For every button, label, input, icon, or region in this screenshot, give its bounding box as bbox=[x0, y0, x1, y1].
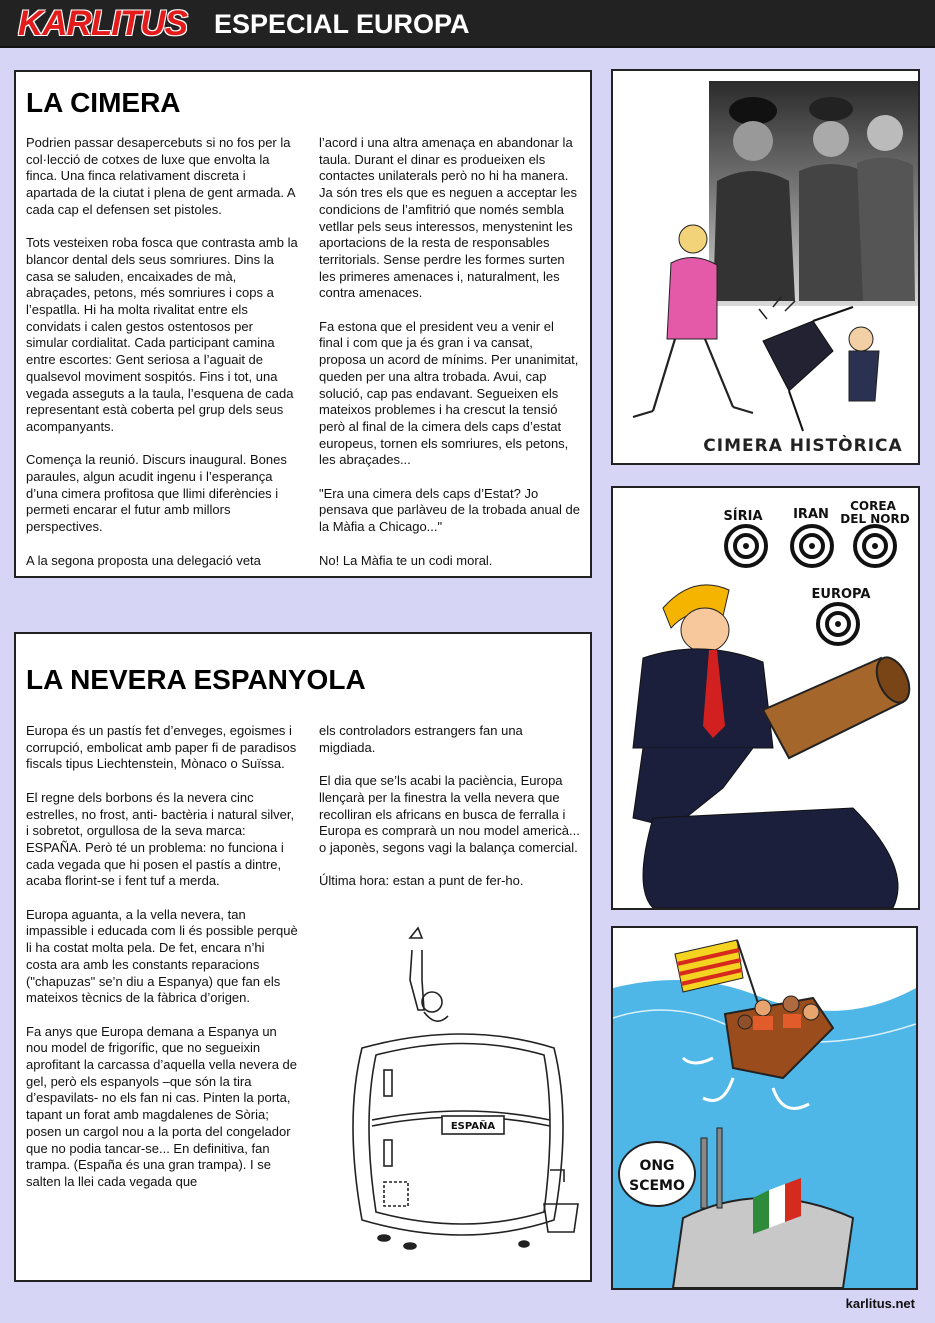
cartoon-caption: CIMERA HISTÒRICA bbox=[703, 436, 903, 456]
paragraph: El regne dels borbons és la nevera cinc estrelles, no frost, anti- bactèria i natural silver, i sobretot, orgullosa de la seva marca: ESPAÑA. Però té un problema: no funciona i cada vegada que hi posen el pastís a dintre, acaba florint-se i fent tuf a merda. bbox=[26, 789, 295, 889]
logo: KARLITUS bbox=[18, 4, 187, 43]
target-label: DEL NORD bbox=[840, 512, 910, 526]
fridge-brand-label: ESPAÑA bbox=[450, 1121, 496, 1132]
cartoon-boat bbox=[611, 926, 918, 1290]
target-label: IRAN bbox=[793, 507, 829, 522]
article-column-right bbox=[319, 135, 581, 569]
article-column-left bbox=[26, 135, 298, 569]
section-title: ESPECIAL EUROPA bbox=[214, 9, 470, 39]
paragraph: Última hora: estan a punt de fer-ho. bbox=[319, 873, 524, 889]
site-url: karlitus.net bbox=[845, 1296, 915, 1311]
speech-bubble-line: ONG bbox=[639, 1158, 675, 1174]
article-column-left bbox=[26, 723, 298, 1191]
paragraph: Europa aguanta, a la vella nevera, tan impassible i educada com li és possible perquè li ha costat molta pela. De fet, encara n’hi costa ara amb les constants reparacions ("chapuzas" se’n diu a Espanya) que fan els mateixos tècnics de la fàbrica d’origen. bbox=[26, 906, 298, 1006]
page-header bbox=[0, 0, 935, 48]
article-title: LA CIMERA bbox=[26, 87, 181, 118]
cartoon-cimera bbox=[611, 69, 920, 465]
fridge-cartoon bbox=[314, 920, 594, 1276]
article-cimera bbox=[14, 70, 592, 578]
paragraph: els controladors estrangers fan una migdiada. bbox=[319, 723, 523, 755]
target-label: EUROPA bbox=[811, 587, 871, 602]
target-label: SÍRIA bbox=[723, 509, 763, 524]
paragraph: No! La Màfia te un codi moral. bbox=[319, 552, 493, 568]
paragraph: Tots vesteixen roba fosca que contrasta amb la blancor dental dels seus somriures. Dins la casa se saluden, encaixades de mà, abraçades, petons, més somriures i cops a l’espatlla. Hi ha molta rivalitat entre els convidats i calen gestos ostentosos per simular cordialitat. Cada participant camina entre escortes: Gent seriosa a l’aguait de qualsevol moviment sospitós. Fins i tot, una vegada asseguts a la taula, l’esquena de cada representant està coberta pel grup dels seus acompanyants. bbox=[26, 235, 298, 434]
paragraph: Comença la reunió. Discurs inaugural. Bones paraules, algun acudit ingenu i l’esperança d’una cimera profitosa que llimi diferències i permeti encarar el futur amb millors perspectives. bbox=[26, 452, 287, 535]
paragraph: Fa anys que Europa demana a Espanya un nou model de frigorífic, que no segueixin aprofitant la carcassa d’aquella vella nevera de gel, però els espanyols –que són la tira d’espavilats- no els fan ni cas. Pinten la porta, tapant un forat amb magdalenes de Sòria; posen un cargol nou a la porta del congelador que no podia tancar-se... En definitiva, fan trampa. (España és una gran trampa). I se salten la llei cada vegada que bbox=[26, 1023, 298, 1189]
target-label: COREA bbox=[850, 499, 896, 513]
paragraph: A la segona proposta una delegació veta bbox=[26, 552, 261, 568]
paragraph: l’acord i una altra amenaça en abandonar la taula. Durant el dinar es produeixen els contactes unilaterals però no hi ha manera. Ja són tres els que es neguen a acceptar les condicions de l’amfitrió que només sembla vetllar pels seus interessos, menystenint les aportacions de la resta de responsables territorials. Sense perdre les formes surten les primeres amenaces i, naturalment, les contra amenaces. bbox=[319, 135, 577, 301]
speech-bubble-line: SCEMO bbox=[629, 1178, 685, 1194]
paragraph: Fa estona que el president veu a venir el final i com que ja és gran i va cansat, proposa un acord de mínims. Per unanimitat, queden per una altra trobada. Avui, cap solució, cap pas endavant. Segueixen els mateixos problemes i ha crescut la tensió però al final de la cimera dels caps d’estat europeus, tornen els somriures, els petons, les abraçades... bbox=[319, 318, 579, 468]
paragraph: Podrien passar desapercebuts si no fos per la col·lecció de cotxes de luxe que envolta la finca. Una finca relativament discreta i apartada de la ciutat i plena de gent armada. A cada cap el defensen set pistoles. bbox=[26, 135, 295, 217]
cartoon-targets bbox=[611, 486, 920, 910]
paragraph: "Era una cimera dels caps d’Estat? Jo pensava que parlàveu de la trobada anual de la Màfia a Chicago..." bbox=[319, 485, 580, 535]
article-title: LA NEVERA ESPANYOLA bbox=[26, 664, 366, 695]
article-nevera bbox=[14, 632, 592, 1282]
paragraph: Europa és un pastís fet d’enveges, egoismes i corrupció, embolicat amb paper fi de paradisos fiscals tipus Liechtenstein, Mònaco o Suïssa. bbox=[26, 723, 297, 772]
paragraph: El dia que se’ls acabi la paciència, Europa llençarà per la finestra la vella nevera que recolliran els africans en busca de ferralla i Europa es comprarà un nou model americà... o japonès, segons vagi la balança comercial. bbox=[319, 773, 580, 855]
article-column-right bbox=[319, 723, 581, 890]
